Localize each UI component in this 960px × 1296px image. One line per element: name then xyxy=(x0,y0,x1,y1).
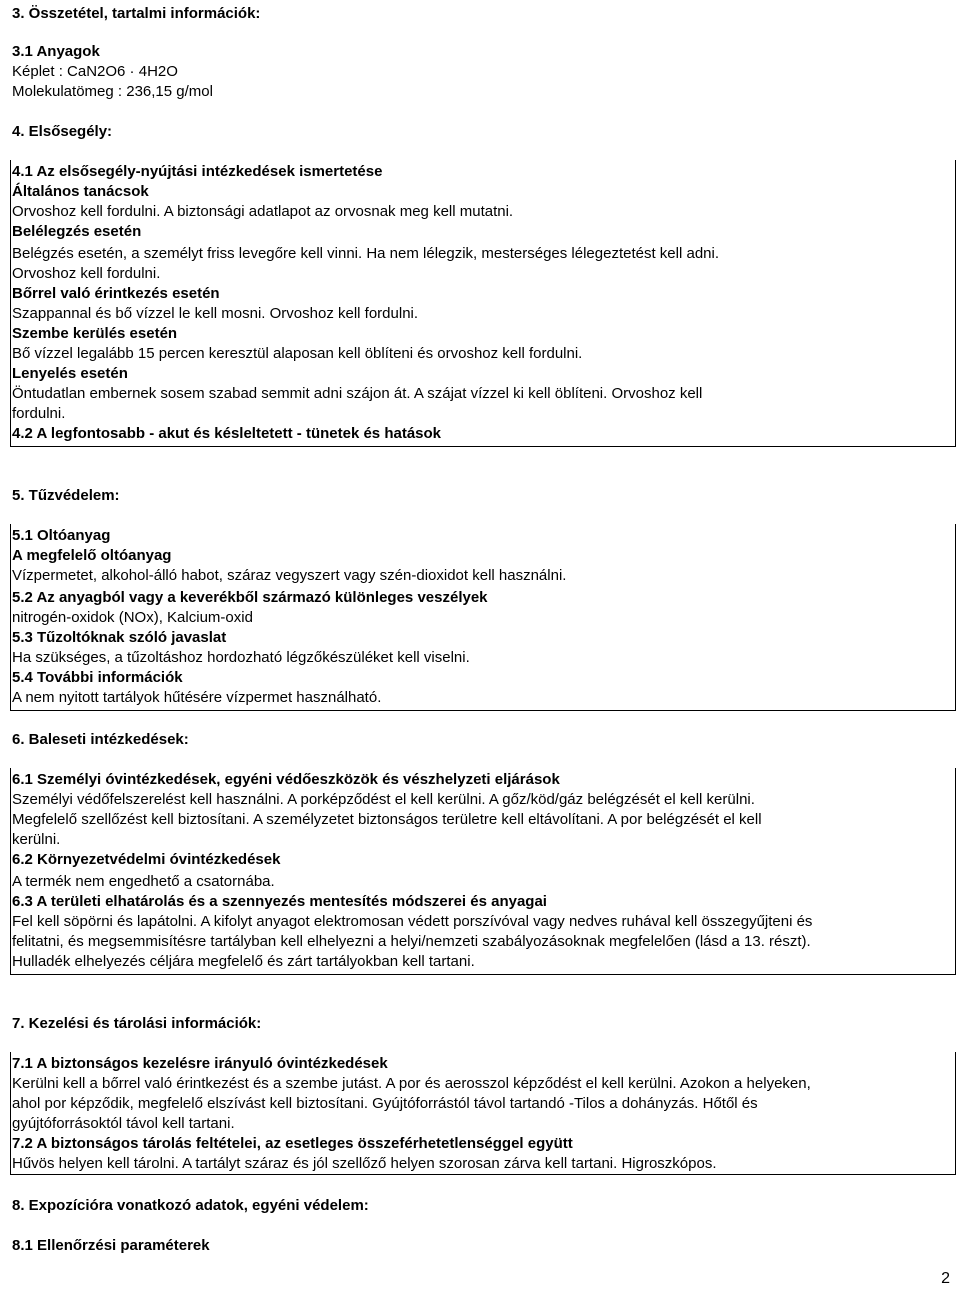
section5-sub1b: A megfelelő oltóanyag xyxy=(12,547,172,564)
formula: Képlet : CaN2O6 · 4H2O xyxy=(12,63,178,80)
section6-text1b: Megfelelő szellőzést kell biztosítani. A személyzetet biztonságos területre kell eltávolítani. A por belégzését el kell xyxy=(12,811,762,828)
section3-heading: 3. Összetétel, tartalmi információk: xyxy=(12,5,261,22)
section6-sub3: 6.3 A területi elhatárolás és a szennyezés mentesítés módszerei és anyagai xyxy=(12,893,547,910)
section7-text1a: Kerülni kell a bőrrel való érintkezést és a szembe jutást. A por és aerosszol képződést el kell kerülni. Azokon a helyeken, xyxy=(12,1075,811,1092)
section7-text2: Hűvös helyen kell tárolni. A tartályt száraz és jól szellőző helyen szorosan zárva kell tartani. Higroszkópos. xyxy=(12,1155,717,1172)
eye-title: Szembe kerülés esetén xyxy=(12,325,178,342)
inhalation-text2: Orvoshoz kell fordulni. xyxy=(12,265,161,282)
section5-sub3: 5.3 Tűzoltóknak szóló javaslat xyxy=(12,629,227,646)
section6-text3c: Hulladék elhelyezés céljára megfelelő és zárt tartályokban kell tartani. xyxy=(12,953,475,970)
page-number: 2 xyxy=(941,1270,950,1287)
section7-text1b: ahol por képződik, megfelelő elszívást kell biztosítani. Gyújtóforrástól távol tartandó -Tilos a dohányzás. Hőtől és xyxy=(12,1095,758,1112)
general-title: Általános tanácsok xyxy=(12,183,149,200)
section4-sub2: 4.2 A legfontosabb - akut és késleltetett - tünetek és hatások xyxy=(12,425,442,442)
section6-text2: A termék nem engedhető a csatornába. xyxy=(12,873,275,890)
section4-sub1: 4.1 Az elsősegély-nyújtási intézkedések ismertetése xyxy=(12,163,383,180)
skin-text: Szappannal és bő vízzel le kell mosni. Orvoshoz kell fordulni. xyxy=(12,305,419,322)
section5-sub1: 5.1 Oltóanyag xyxy=(12,527,111,544)
section5-text2: nitrogén-oxidok (NOx), Kalcium-oxid xyxy=(12,609,253,626)
ingestion-title: Lenyelés esetén xyxy=(12,365,128,382)
section6-sub2: 6.2 Környezetvédelmi óvintézkedések xyxy=(12,851,281,868)
section5-heading: 5. Tűzvédelem: xyxy=(12,487,120,504)
section8-heading: 8. Expozícióra vonatkozó adatok, egyéni védelem: xyxy=(12,1197,369,1214)
section6-heading: 6. Baleseti intézkedések: xyxy=(12,731,189,748)
section6-sub1: 6.1 Személyi óvintézkedések, egyéni védőeszközök és vészhelyzeti eljárások xyxy=(12,771,560,788)
section5-sub2: 5.2 Az anyagból vagy a keverékből származó különleges veszélyek xyxy=(12,589,488,606)
section7-heading: 7. Kezelési és tárolási információk: xyxy=(12,1015,262,1032)
section5-text1: Vízpermetet, alkohol-álló habot, száraz vegyszert vagy szén-dioxidot kell használni. xyxy=(12,567,567,584)
section7-text1c: gyújtóforrásoktól távol kell tartani. xyxy=(12,1115,235,1132)
molweight: Molekulatömeg : 236,15 g/mol xyxy=(12,83,213,100)
section6-text1a: Személyi védőfelszerelést kell használni. A porképződést el kell kerülni. A gőz/köd/gáz belégzését el kell kerülni. xyxy=(12,791,755,808)
general-text: Orvoshoz kell fordulni. A biztonsági adatlapot az orvosnak meg kell mutatni. xyxy=(12,203,514,220)
section3-sub1: 3.1 Anyagok xyxy=(12,43,100,60)
section5-text3: Ha szükséges, a tűzoltáshoz hordozható légzőkészüléket kell viselni. xyxy=(12,649,470,666)
ingestion-text2: fordulni. xyxy=(12,405,66,422)
skin-title: Bőrrel való érintkezés esetén xyxy=(12,285,220,302)
section7-sub1: 7.1 A biztonságos kezelésre irányuló óvintézkedések xyxy=(12,1055,388,1072)
section4-heading: 4. Elsősegély: xyxy=(12,123,113,140)
section6-text3b: felitatni, és megsemmisítésre tartályban kell elhelyezni a helyi/nemzeti szabályozásoknak megfelelően (lásd a 13. részt). xyxy=(12,933,811,950)
ingestion-text1: Öntudatlan embernek sosem szabad semmit adni szájon át. A szájat vízzel ki kell öblíteni. Orvoshoz kell xyxy=(12,385,703,402)
section5-text4: A nem nyitott tartályok hűtésére vízpermet használható. xyxy=(12,689,382,706)
inhalation-text1: Belégzés esetén, a személyt friss levegőre kell vinni. Ha nem lélegzik, mesterséges lélegeztetést kell adni. xyxy=(12,245,720,262)
section6-text1c: kerülni. xyxy=(12,831,61,848)
section8-sub1: 8.1 Ellenőrzési paraméterek xyxy=(12,1237,210,1254)
section7-sub2: 7.2 A biztonságos tárolás feltételei, az esetleges összeférhetetlenséggel együtt xyxy=(12,1135,573,1152)
eye-text: Bő vízzel legalább 15 percen keresztül alaposan kell öblíteni és orvoshoz kell fordulni. xyxy=(12,345,583,362)
inhalation-title: Belélegzés esetén xyxy=(12,223,142,240)
section6-text3a: Fel kell söpörni és lapátolni. A kifolyt anyagot elektromosan védett porszívóval vagy nedves ruhával kell összegyűjteni és xyxy=(12,913,813,930)
section5-sub4: 5.4 További információk xyxy=(12,669,183,686)
